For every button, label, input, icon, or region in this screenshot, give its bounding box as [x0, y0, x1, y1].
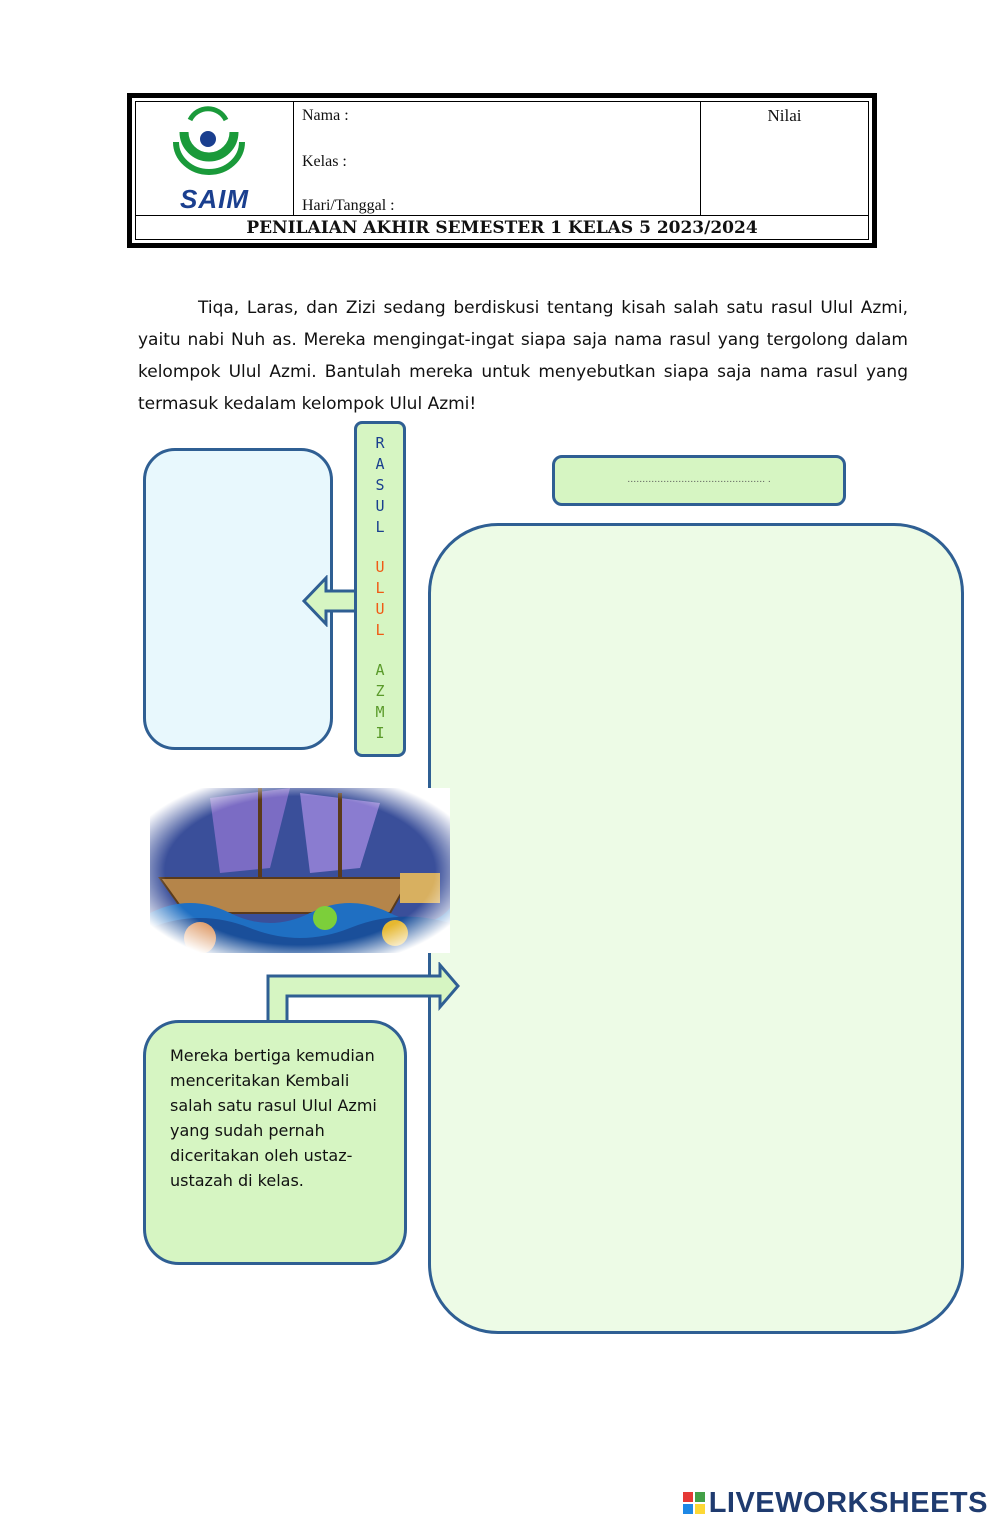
nilai-cell: [701, 102, 868, 215]
nama-field[interactable]: Nama :: [302, 107, 349, 124]
liveworksheets-brand: [683, 1487, 988, 1520]
letter: U: [375, 497, 385, 515]
intro-paragraph: Tiqa, Laras, dan Zizi sedang berdiskusi tentang kisah salah satu rasul Ulul Azmi, yaitu nabi Nuh as. Mereka mengingat-ingat siapa saja nama rasul yang tergolong dalam kelompok Ulul Azmi. Bantulah mereka untuk menyebutkan siapa saja nama rasul yang termasuk kedalam kelompok Ulul Azmi!: [138, 298, 908, 414]
exam-title: PENILAIAN AKHIR SEMESTER 1 KELAS 5 2023/2024: [136, 215, 868, 239]
letter: L: [375, 579, 385, 597]
letter: Z: [375, 682, 385, 700]
school-logo: [136, 102, 294, 215]
header-table: [127, 93, 877, 248]
tanggal-field[interactable]: Hari/Tanggal :: [302, 197, 395, 214]
letter: S: [375, 476, 385, 494]
letter: M: [375, 703, 385, 721]
letter: I: [375, 724, 385, 742]
answer-input[interactable]: ………………………………………. .: [552, 455, 846, 506]
letter: U: [375, 600, 385, 618]
saim-emblem-icon: [136, 102, 293, 192]
student-fields: [294, 102, 701, 215]
letter: L: [375, 621, 385, 639]
brand-logo-icon: [683, 1489, 705, 1511]
letter: A: [375, 661, 385, 679]
letter: U: [375, 558, 385, 576]
logo-text: SAIM: [180, 184, 249, 214]
noah-ark-illustration: [150, 788, 450, 953]
kelas-field[interactable]: Kelas :: [302, 153, 347, 170]
rasul-ulul-azmi-label: [354, 421, 406, 757]
letter: R: [375, 434, 385, 452]
letter: A: [375, 455, 385, 473]
letter: L: [375, 518, 385, 536]
story-answer-box[interactable]: [428, 523, 964, 1334]
arrow-right-icon: [265, 962, 465, 1024]
story-instruction-box: Mereka bertiga kemudian menceritakan Kembali salah satu rasul Ulul Azmi yang sudah pernah diceritakan oleh ustaz-ustazah di kelas.: [143, 1020, 407, 1265]
arrow-left-icon: [300, 575, 360, 627]
brand-text: LIVEWORKSHEETS: [708, 1487, 988, 1519]
nilai-label: Nilai: [767, 106, 802, 125]
